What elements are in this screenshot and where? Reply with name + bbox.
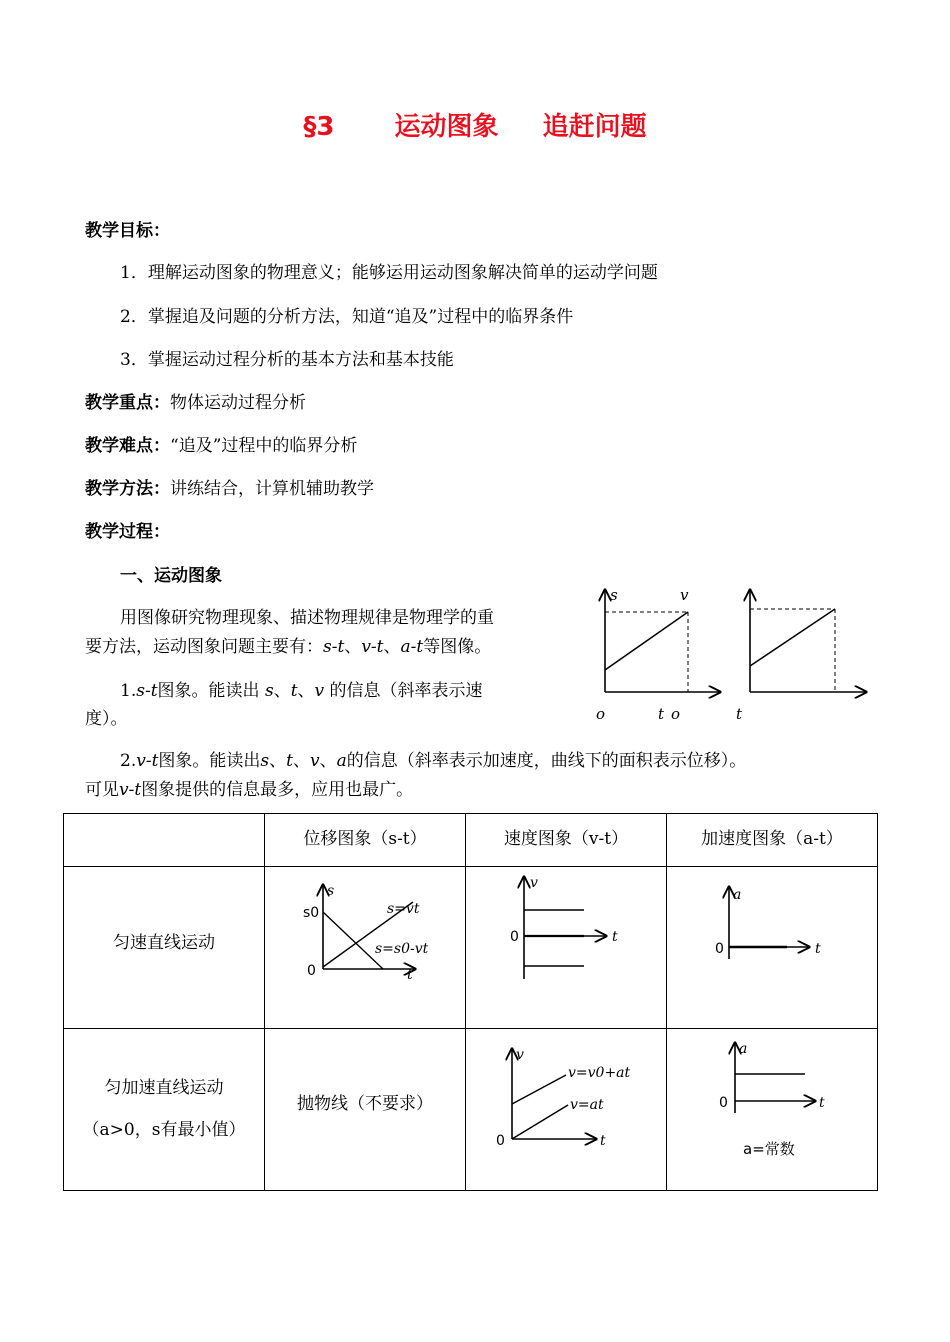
method-label: 教学方法： — [85, 479, 170, 499]
para3-text1: 图象。能读出 — [158, 751, 261, 771]
row1-st-ylabel: s — [327, 883, 335, 899]
difficult-text: “追及”过程中的临界分析 — [170, 436, 358, 456]
key-point — [85, 388, 306, 413]
para2-s: s — [264, 681, 274, 701]
row2-st-cell: 抛物线（不要求） — [265, 1029, 466, 1191]
row2-label-line1: 匀加速直线运动 — [104, 1078, 224, 1098]
row2-at-graph — [667, 1029, 877, 1185]
row1-at-ylabel: a — [733, 887, 742, 903]
row2-vt-graph — [466, 1029, 666, 1185]
para3-vt2: v-t — [119, 780, 142, 800]
para2-v: v — [314, 681, 325, 701]
row1-vt-xlabel: t — [612, 929, 618, 945]
para3-v: v — [310, 751, 320, 771]
side-g2-xlabel: t — [736, 705, 743, 723]
row2-vt-xlabel: t — [600, 1133, 606, 1149]
row1-st-cell — [265, 867, 466, 1029]
row2-vt-cell — [466, 1029, 667, 1191]
row1-at-cell — [667, 867, 878, 1029]
graph-st-small — [596, 586, 720, 723]
table-header-vt: 速度图象（v-t） — [466, 814, 667, 867]
para1-at: a-t — [400, 637, 424, 657]
row1-st-origin: 0 — [307, 963, 316, 979]
row1-vt-origin: 0 — [510, 929, 519, 945]
title-section: §3 — [303, 112, 335, 142]
row1-st-line2: s=s0-vt — [375, 941, 429, 957]
para1-line1: 用图像研究物理现象、描述物理规律是物理学的重 — [120, 608, 494, 628]
para2-t: t — [290, 681, 298, 701]
para1-sep2: 、 — [383, 637, 401, 657]
row1-at-graph — [667, 867, 877, 1023]
para2-text2: 的信息（斜率表示速 — [329, 681, 483, 701]
row1-at-xlabel: t — [815, 941, 821, 957]
para3-pre: 可见 — [85, 780, 119, 800]
side-g1-vlabel: v — [680, 586, 689, 604]
para1-vt: v-t — [361, 637, 384, 657]
table-header-st: 位移图象（s-t） — [265, 814, 466, 867]
table-header-empty — [64, 814, 265, 867]
para3-line1 — [120, 746, 746, 771]
goals-heading: 教学目标： — [85, 221, 170, 241]
motion-graphs-table — [63, 813, 878, 1191]
para2-text1: 图象。能读出 — [157, 681, 260, 701]
side-g1-xlabel: t — [658, 705, 665, 723]
goal-item-1: 1．理解运动图象的物理意义；能够运用运动图象解决简单的运动学问题 — [120, 263, 658, 283]
row1-vt-graph — [466, 867, 666, 1023]
row2-label — [64, 1029, 265, 1191]
para3-sep3: 、 — [319, 751, 337, 771]
para3-sep2: 、 — [293, 751, 310, 771]
goal-item-2: 2．掌握追及问题的分析方法，知道“追及”过程中的临界条件 — [120, 307, 574, 327]
para3-vt: v-t — [136, 751, 159, 771]
para3-sep1: 、 — [269, 751, 287, 771]
para2-num: 1. — [120, 681, 137, 701]
section1-heading: 一、运动图象 — [120, 566, 222, 586]
para3-s: s — [260, 751, 270, 771]
difficult-point — [85, 431, 357, 456]
title-main: 运动图象 — [394, 112, 499, 142]
row2-vt-line2: v=at — [570, 1097, 604, 1113]
para2-line1 — [120, 676, 483, 701]
row1-at-origin: 0 — [715, 941, 724, 957]
row1-st-s0: s0 — [303, 905, 320, 921]
teaching-method — [85, 474, 374, 499]
para2-sep2: 、 — [297, 681, 315, 701]
row1-vt-cell — [466, 867, 667, 1029]
page-title — [0, 106, 950, 143]
row1-st-xlabel: t — [407, 967, 413, 983]
side-g1-origin: o — [596, 705, 606, 723]
table-header-at: 加速度图象（a-t） — [667, 814, 878, 867]
para1-pre: 要方法，运动图象问题主要有： — [85, 637, 323, 657]
row1-st-graph — [265, 867, 465, 1023]
row2-vt-line1: v=v0+at — [568, 1065, 631, 1081]
graph-vt-small — [671, 590, 866, 723]
title-sub: 追赶问题 — [542, 112, 647, 142]
difficult-label: 教学难点： — [85, 436, 170, 456]
row2-at-ylabel: a — [739, 1041, 748, 1057]
para2-sep1: 、 — [273, 681, 291, 701]
para3-post: 图象提供的信息最多，应用也最广。 — [141, 780, 414, 800]
para3-a: a — [336, 751, 347, 771]
row2-vt-ylabel: v — [516, 1047, 524, 1063]
row1-vt-ylabel: v — [530, 875, 538, 891]
goal-item-3: 3．掌握运动过程分析的基本方法和基本技能 — [120, 350, 454, 370]
process-heading: 教学过程： — [85, 522, 170, 542]
row2-at-caption: a=常数 — [743, 1140, 795, 1158]
para1-sep1: 、 — [344, 637, 362, 657]
para3-num: 2. — [120, 751, 137, 771]
row2-at-cell — [667, 1029, 878, 1191]
para1-line2 — [85, 632, 491, 657]
para1-post: 等图像。 — [423, 637, 492, 657]
para3-line2 — [85, 775, 413, 800]
side-g2-origin: o — [671, 705, 681, 723]
para2-line2: 度）。 — [85, 709, 128, 729]
row1-st-line1: s=vt — [387, 901, 420, 917]
para3-text2: 的信息（斜率表示加速度，曲线下的面积表示位移）。 — [346, 751, 747, 771]
key-label: 教学重点： — [85, 393, 170, 413]
side-graphs — [590, 582, 880, 727]
row2-at-origin: 0 — [719, 1095, 728, 1111]
row2-vt-origin: 0 — [496, 1133, 505, 1149]
para2-st: s-t — [136, 681, 158, 701]
method-text: 讲练结合，计算机辅助教学 — [170, 479, 374, 499]
para1-st: s-t — [323, 637, 345, 657]
row2-label-line2: （a>0，s有最小值） — [82, 1120, 246, 1140]
row1-label: 匀速直线运动 — [64, 867, 265, 1029]
side-g1-ylabel: s — [610, 586, 618, 604]
para3-t: t — [286, 751, 293, 771]
key-text: 物体运动过程分析 — [170, 393, 306, 413]
row2-at-xlabel: t — [819, 1095, 825, 1111]
